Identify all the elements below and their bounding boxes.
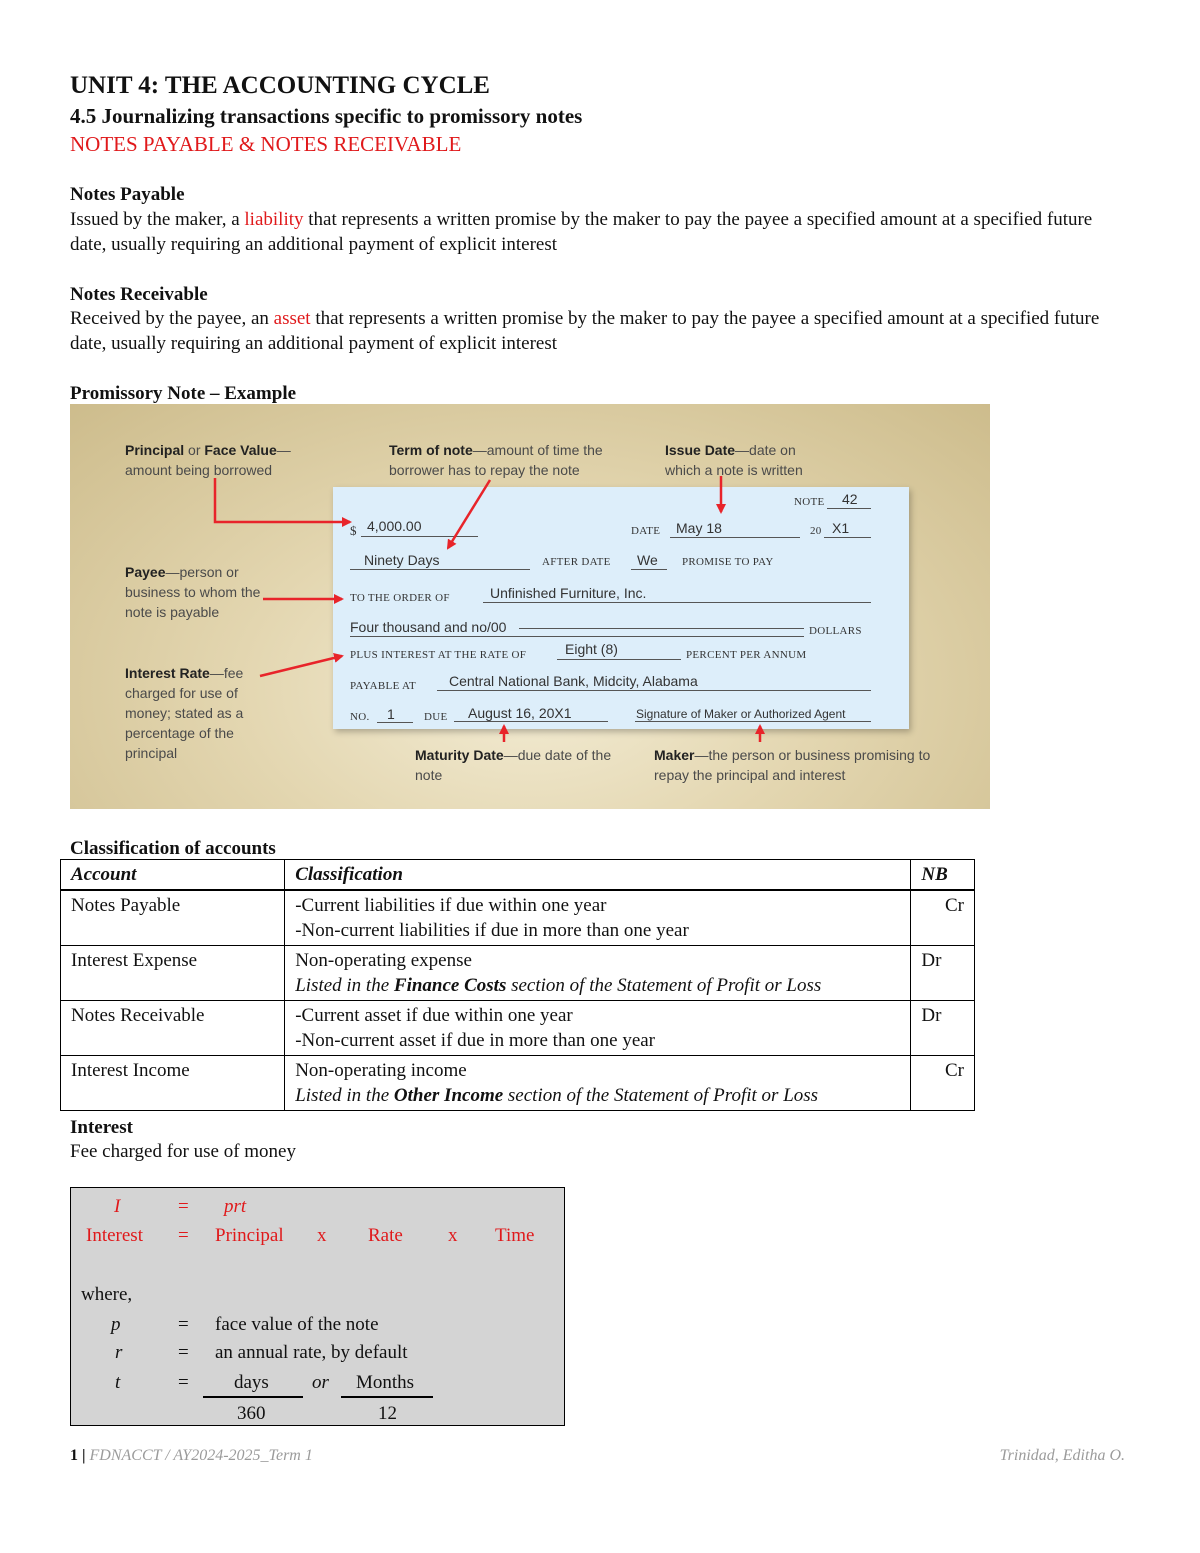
- account-cell: Interest Expense: [61, 946, 285, 1001]
- classification-cell: -Current asset if due within one year -Non-current asset if due in more than one year: [285, 1001, 911, 1056]
- classification-cell: Non-operating income Listed in the Other Income section of the Statement of Profit or Loss: [285, 1056, 911, 1111]
- date-value: May 18: [676, 520, 722, 536]
- eq-p: =: [178, 1314, 189, 1335]
- classification-table: [60, 859, 975, 1111]
- year-value: X1: [832, 520, 850, 536]
- classification-cell: Non-operating expense Listed in the Finance Costs section of the Statement of Profit or Loss: [285, 946, 911, 1001]
- due-label: DUE: [424, 711, 448, 723]
- payee-value: Unfinished Furniture, Inc.: [490, 585, 647, 601]
- per-annum-label: PERCENT PER ANNUM: [686, 649, 807, 661]
- label-payee: Payee—person or business to whom the note is payable: [125, 564, 261, 620]
- label-maturity-date: Maturity Date—due date of the note: [415, 747, 612, 783]
- account-cell: Interest Income: [61, 1056, 285, 1111]
- t-days: days: [234, 1372, 269, 1393]
- formula-rate: Rate: [368, 1225, 403, 1246]
- maker-we: We: [637, 552, 658, 568]
- rate-label: PLUS INTEREST AT THE RATE OF: [350, 649, 527, 661]
- example-heading: Promissory Note – Example: [70, 383, 297, 404]
- arrow-principal: [215, 478, 350, 522]
- formula-times-2: x: [448, 1225, 458, 1246]
- dollars-label: DOLLARS: [809, 625, 862, 637]
- classification-heading: Classification of accounts: [70, 838, 276, 859]
- var-t: t: [115, 1372, 121, 1393]
- notes-receivable-heading: Notes Receivable: [70, 284, 208, 305]
- footer-left: 1 | FDNACCT / AY2024-2025_Term 1: [70, 1447, 313, 1464]
- formula-interest: Interest: [86, 1225, 143, 1246]
- dollar-sign: $: [350, 523, 357, 538]
- label-term: Term of note—amount of time the borrower has to repay the note: [389, 442, 603, 478]
- table-row: [61, 1001, 975, 1056]
- table-row: [61, 890, 975, 946]
- year-prefix: 20: [810, 525, 822, 537]
- notes-payable-definition: Issued by the maker, a liability that represents a written promise by the maker to pay the payee a specified amount at a specified future date, usually requiring an additional payment of explicit interest: [70, 209, 1093, 255]
- arrow-term: [448, 480, 490, 548]
- interest-formula-box: [70, 1187, 565, 1426]
- r-definition: an annual rate, by default: [215, 1342, 408, 1363]
- no-value: 1: [387, 706, 395, 722]
- t-months: Months: [356, 1372, 415, 1393]
- note-amount: 4,000.00: [367, 518, 422, 534]
- label-maker: Maker—the person or business promising to repay the principal and interest: [654, 747, 931, 783]
- nb-cell: Cr: [911, 1056, 975, 1111]
- interest-definition: Fee charged for use of money: [70, 1141, 296, 1162]
- liability-term: liability: [244, 209, 304, 230]
- label-principal: Principal or Face Value—amount being borrowed: [125, 442, 291, 478]
- payable-label: PAYABLE AT: [350, 680, 417, 692]
- date-label: DATE: [631, 525, 661, 537]
- account-cell: Notes Receivable: [61, 1001, 285, 1056]
- section-subtitle: NOTES PAYABLE & NOTES RECEIVABLE: [70, 132, 462, 156]
- nb-cell: Dr: [911, 946, 975, 1001]
- note-number: 42: [842, 491, 858, 507]
- promise-label: PROMISE TO PAY: [682, 556, 774, 568]
- formula-prt: prt: [224, 1196, 247, 1217]
- t-12: 12: [378, 1403, 397, 1424]
- annotation-arrows: [70, 404, 990, 809]
- order-label: TO THE ORDER OF: [350, 592, 450, 604]
- no-label: NO.: [350, 711, 370, 723]
- formula-principal: Principal: [215, 1225, 284, 1246]
- unit-title: UNIT 4: THE ACCOUNTING CYCLE: [70, 72, 490, 99]
- t-360: 360: [237, 1403, 266, 1424]
- nb-cell: Dr: [911, 1001, 975, 1056]
- interest-heading: Interest: [70, 1117, 133, 1138]
- course-code: FDNACCT / AY2024-2025_Term 1: [89, 1447, 313, 1464]
- section-title: 4.5 Journalizing transactions specific to promissory notes: [70, 104, 583, 128]
- notes-payable-heading: Notes Payable: [70, 184, 185, 205]
- nb-cell: Cr: [911, 890, 975, 946]
- words-amount: Four thousand and no/00: [350, 619, 507, 635]
- eq-r: =: [178, 1342, 189, 1363]
- label-interest-rate: Interest Rate—fee charged for use of money; stated as a percentage of the principal: [125, 665, 244, 761]
- term-value: Ninety Days: [364, 552, 440, 568]
- table-row: [61, 946, 975, 1001]
- payable-value: Central National Bank, Midcity, Alabama: [449, 673, 698, 689]
- table-row: [61, 1056, 975, 1111]
- label-issue-date: Issue Date—date on which a note is written: [665, 442, 803, 478]
- column-header-account: Account: [61, 860, 285, 891]
- classification-cell: -Current liabilities if due within one year -Non-current liabilities if due in more than one year: [285, 890, 911, 946]
- note-number-label: NOTE: [794, 496, 825, 508]
- footer-author: Trinidad, Editha O.: [999, 1447, 1125, 1464]
- var-p: p: [111, 1314, 121, 1335]
- formula-times-1: x: [317, 1225, 327, 1246]
- notes-receivable-definition: Received by the payee, an asset that represents a written promise by the maker to pay the payee a specified amount at a specified future date, usually requiring an additional payment of explicit interest: [70, 308, 1100, 354]
- eq-t: =: [178, 1372, 189, 1393]
- column-header-nb: NB: [911, 860, 975, 891]
- p-definition: face value of the note: [215, 1314, 379, 1335]
- column-header-classification: Classification: [285, 860, 911, 891]
- rate-value: Eight (8): [565, 641, 618, 657]
- after-date-label: AFTER DATE: [542, 556, 611, 568]
- promissory-note-figure: [70, 404, 990, 809]
- var-r: r: [115, 1342, 123, 1363]
- formula-eq-2: =: [178, 1225, 189, 1246]
- signature-label: Signature of Maker or Authorized Agent: [636, 707, 846, 721]
- formula-time: Time: [495, 1225, 535, 1246]
- formula-where: where,: [81, 1284, 133, 1305]
- account-cell: Notes Payable: [61, 890, 285, 946]
- formula-i: I: [114, 1196, 121, 1217]
- table-header-row: [61, 860, 975, 891]
- due-value: August 16, 20X1: [468, 705, 572, 721]
- arrow-interest-rate: [260, 656, 342, 676]
- t-or: or: [312, 1372, 329, 1393]
- formula-eq-1: =: [178, 1196, 189, 1217]
- page-number: 1: [70, 1447, 78, 1464]
- asset-term: asset: [273, 308, 311, 329]
